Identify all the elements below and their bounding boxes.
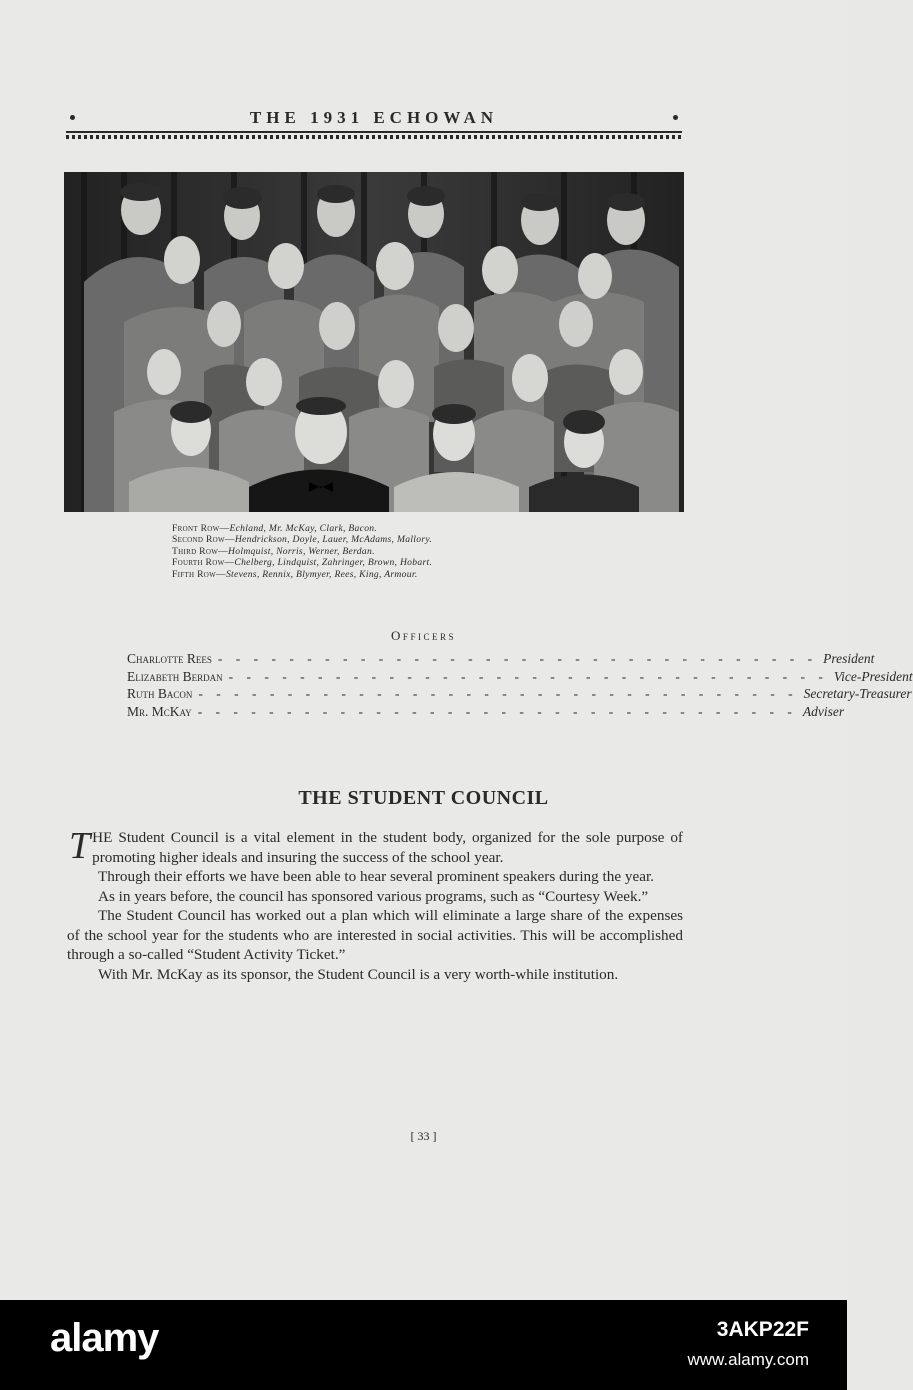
article-paragraph: THE Student Council is a vital element in the student body, organized for the sole purpose of promoting higher ideals and insuring the success of the school year.: [69, 825, 683, 867]
article-paragraph: The Student Council has worked out a plan which will eliminate a large share of the expenses of the school year for the students who are interested in social activities. This will be accomplished through a so-called “Student Activity Ticket.”: [67, 907, 683, 963]
group-photo-illustration: [64, 172, 684, 512]
class-group-photo: [64, 172, 684, 512]
leader-dashes: - - - - - - - - - - - - - - - - - - - - - - - - - - - - - - - - - -: [198, 686, 798, 701]
article-paragraph: Through their efforts we have been able to hear several prominent speakers during the year.: [98, 868, 654, 885]
caption-line: Second Row—Hendrickson, Doyle, Lauer, McAdams, Mallory.: [172, 534, 433, 546]
caption-line: Third Row—Holmquist, Norris, Werner, Berdan.: [172, 545, 375, 557]
site-url: www.alamy.com: [687, 1350, 809, 1369]
officer-row: Mr. McKay - - - - - - - - - - - - - - - - - - - - - - - - - - - - - - - - - - Adviser: [127, 703, 845, 719]
alamy-logo: alamy: [50, 1316, 159, 1360]
article-paragraph: As in years before, the council has sponsored various programs, such as “Courtesy Week.”: [98, 887, 649, 905]
leader-dashes: - - - - - - - - - - - - - - - - - - - - - - - - - - - - - - - - - -: [197, 703, 797, 719]
header-ornament-rule: [66, 135, 682, 139]
drop-cap: T: [69, 825, 91, 867]
leader-dashes: - - - - - - - - - - - - - - - - - - - - - - - - - - - - - - - - - -: [217, 651, 818, 666]
watermark-footer: [0, 1300, 847, 1390]
officers-list: [127, 650, 913, 720]
article-body: [67, 825, 683, 984]
page-number: [ 33 ]: [410, 1129, 437, 1143]
image-id: 3AKP22F: [716, 1318, 809, 1341]
officer-row: Elizabeth Berdan - - - - - - - - - - - - - - - - - - - - - - - - - - - - - - - - - - Vice-President: [127, 668, 913, 684]
officer-row: Charlotte Rees - - - - - - - - - - - - - - - - - - - - - - - - - - - - - - - - - - President: [127, 651, 875, 666]
article-title: THE STUDENT COUNCIL: [298, 787, 549, 809]
caption-line: Front Row—Echland, Mr. McKay, Clark, Bacon.: [172, 523, 378, 534]
header-title: THE 1931 ECHOWAN: [249, 108, 499, 127]
caption-line: Fifth Row—Stevens, Rennix, Blymyer, Rees, King, Armour.: [172, 568, 418, 580]
article-paragraph: With Mr. McKay as its sponsor, the Student Council is a very worth-while institution.: [98, 965, 619, 983]
leader-dashes: - - - - - - - - - - - - - - - - - - - - - - - - - - - - - - - - - -: [228, 668, 828, 684]
officers-heading: Officers: [391, 628, 456, 643]
officer-row: Ruth Bacon - - - - - - - - - - - - - - - - - - - - - - - - - - - - - - - - - - Secretary-Treasurer: [127, 686, 912, 701]
photo-caption: [172, 523, 592, 580]
header-rule: [66, 131, 682, 133]
caption-line: Fourth Row—Chelberg, Lindquist, Zahringer, Brown, Hobart.: [172, 557, 433, 569]
page-header: [66, 106, 682, 140]
